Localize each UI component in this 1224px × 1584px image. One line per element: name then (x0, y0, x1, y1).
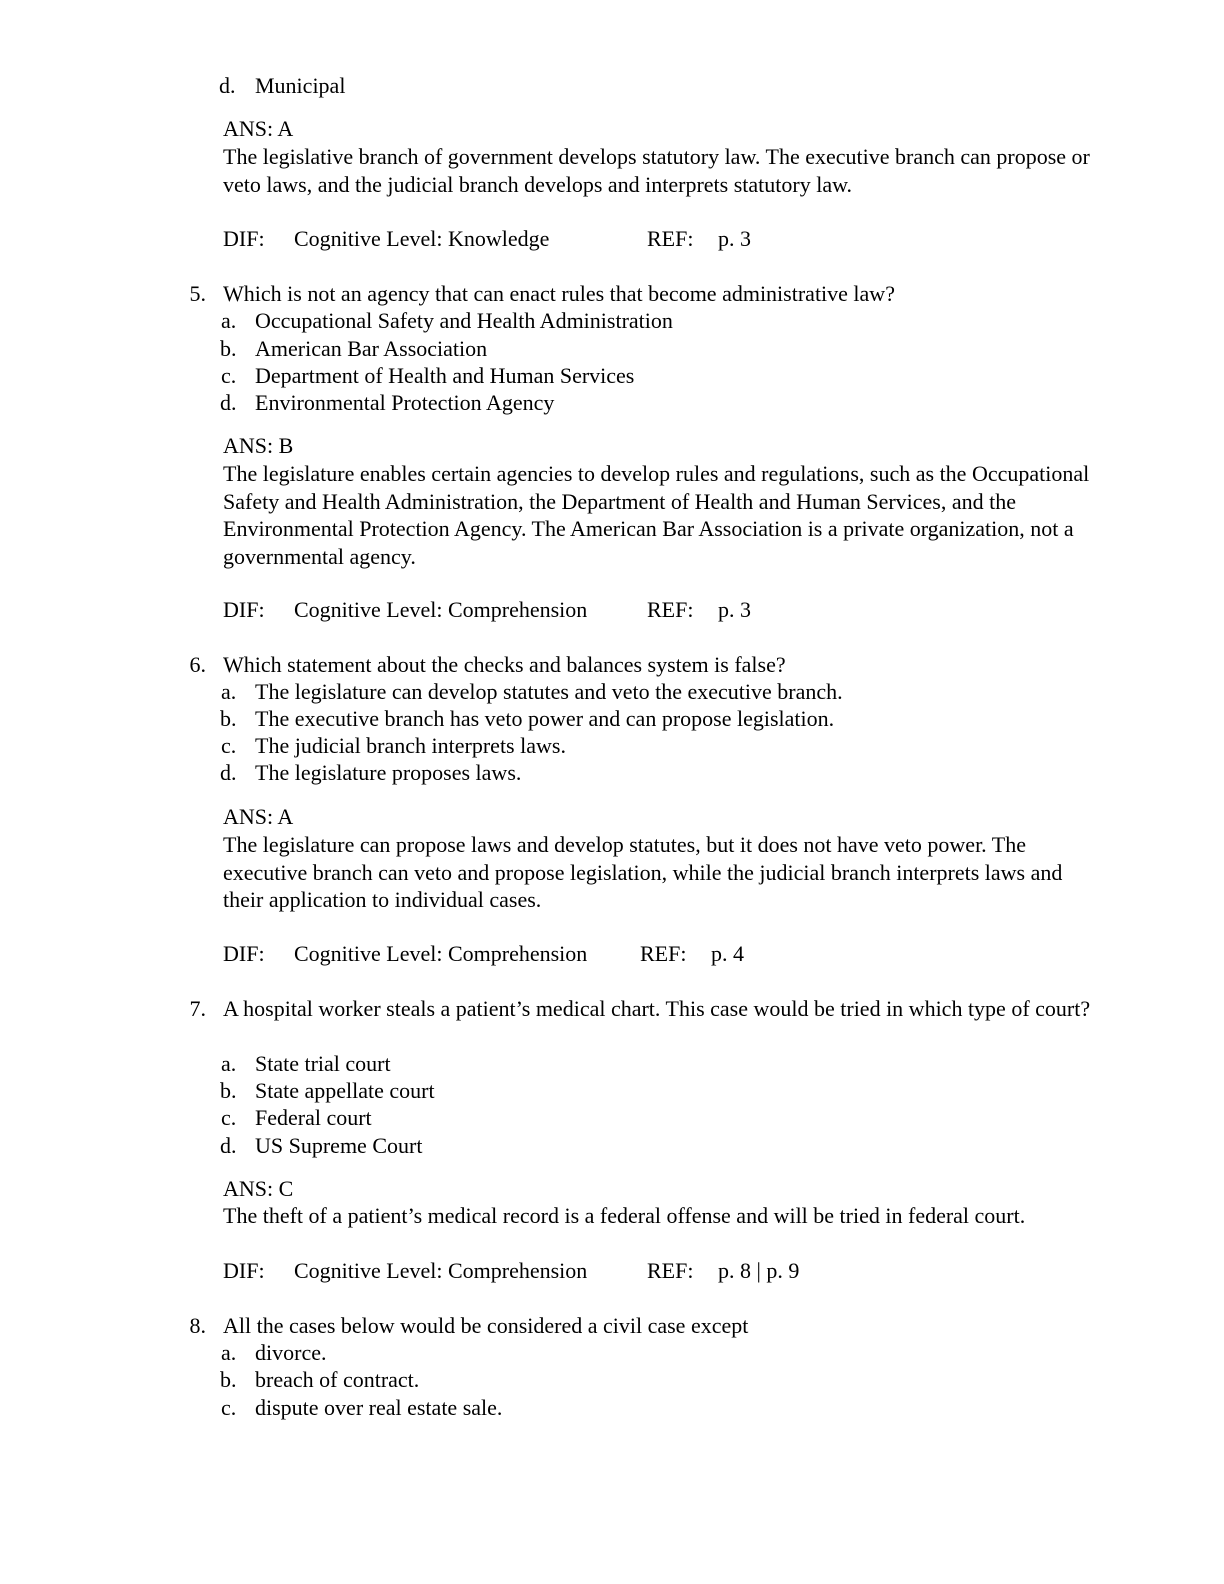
option-letter: c. (221, 363, 237, 388)
question-number: 8. (189, 1313, 206, 1338)
question-stem: Which statement about the checks and balances system is false? (223, 652, 786, 677)
answer-key: ANS: A (223, 116, 294, 141)
ref-label: REF: (647, 1258, 694, 1283)
ref-label: REF: (647, 226, 694, 251)
option-text: The legislature can develop statutes and veto the executive branch. (255, 679, 843, 704)
page-reference: p. 8 | p. 9 (718, 1258, 800, 1283)
option-text: American Bar Association (255, 336, 488, 361)
rationale: The legislature enables certain agencies to develop rules and regulations, such as the Occupational Safety and Health Administration, the Department of Health and Human Services, and the Environmental Protection Agency. The American Bar Association is a private organization, not a governmental agency. (223, 461, 1090, 569)
option-text: Federal court (255, 1105, 372, 1130)
option-text: State trial court (255, 1051, 391, 1076)
option-text: Occupational Safety and Health Administration (255, 308, 673, 333)
option-text: divorce. (255, 1340, 327, 1365)
option-letter: a. (221, 1340, 237, 1365)
page-reference: p. 4 (711, 941, 744, 966)
ref-label: REF: (647, 597, 694, 622)
option-text: breach of contract. (255, 1367, 420, 1392)
question-number: 7. (189, 996, 206, 1021)
question-number: 5. (189, 281, 206, 306)
answer-key: ANS: C (223, 1176, 294, 1201)
option-text: The legislature proposes laws. (255, 760, 522, 785)
question-stem: All the cases below would be considered a civil case except (223, 1313, 749, 1338)
option-letter: a. (221, 308, 237, 333)
option-text: US Supreme Court (255, 1133, 423, 1158)
dif-label: DIF: (223, 941, 265, 966)
rationale: The legislative branch of government develops statutory law. The executive branch can propose or veto laws, and the judicial branch develops and interprets statutory law. (223, 144, 1090, 197)
ref-label: REF: (640, 941, 687, 966)
option-letter: a. (221, 679, 237, 704)
page-reference: p. 3 (718, 597, 751, 622)
question-stem: Which is not an agency that can enact rules that become administrative law? (223, 281, 895, 306)
option-text: The judicial branch interprets laws. (255, 733, 566, 758)
answer-key: ANS: A (223, 804, 294, 829)
option-text: The executive branch has veto power and can propose legislation. (255, 706, 835, 731)
answer-key: ANS: B (223, 433, 294, 458)
option-letter: c. (221, 1105, 237, 1130)
option-text: Municipal (255, 73, 346, 98)
dif-label: DIF: (223, 1258, 265, 1283)
question-stem: A hospital worker steals a patient’s medical chart. This case would be tried in which type of court? (223, 996, 1091, 1021)
option-letter: b. (220, 336, 237, 361)
option-text: dispute over real estate sale. (255, 1395, 503, 1420)
option-letter: d. (220, 760, 237, 785)
difficulty-level: Cognitive Level: Comprehension (294, 941, 588, 966)
option-letter: b. (220, 1078, 237, 1103)
option-text: Department of Health and Human Services (255, 363, 635, 388)
option-letter: d. (219, 73, 236, 98)
page-reference: p. 3 (718, 226, 751, 251)
rationale: The legislature can propose laws and develop statutes, but it does not have veto power. The executive branch can veto and propose legislation, while the judicial branch interprets laws and their application to individual cases. (223, 832, 1063, 912)
option-text: Environmental Protection Agency (255, 390, 555, 415)
question-number: 6. (189, 652, 206, 677)
option-letter: b. (220, 1367, 237, 1392)
option-letter: c. (221, 1395, 237, 1420)
option-letter: c. (221, 733, 237, 758)
option-letter: b. (220, 706, 237, 731)
option-letter: d. (220, 1133, 237, 1158)
option-letter: a. (221, 1051, 237, 1076)
dif-label: DIF: (223, 597, 265, 622)
difficulty-level: Cognitive Level: Comprehension (294, 1258, 588, 1283)
difficulty-level: Cognitive Level: Comprehension (294, 597, 588, 622)
difficulty-level: Cognitive Level: Knowledge (294, 226, 550, 251)
option-letter: d. (220, 390, 237, 415)
dif-label: DIF: (223, 226, 265, 251)
option-text: State appellate court (255, 1078, 435, 1103)
rationale: The theft of a patient’s medical record is a federal offense and will be tried in federal court. (223, 1203, 1026, 1228)
